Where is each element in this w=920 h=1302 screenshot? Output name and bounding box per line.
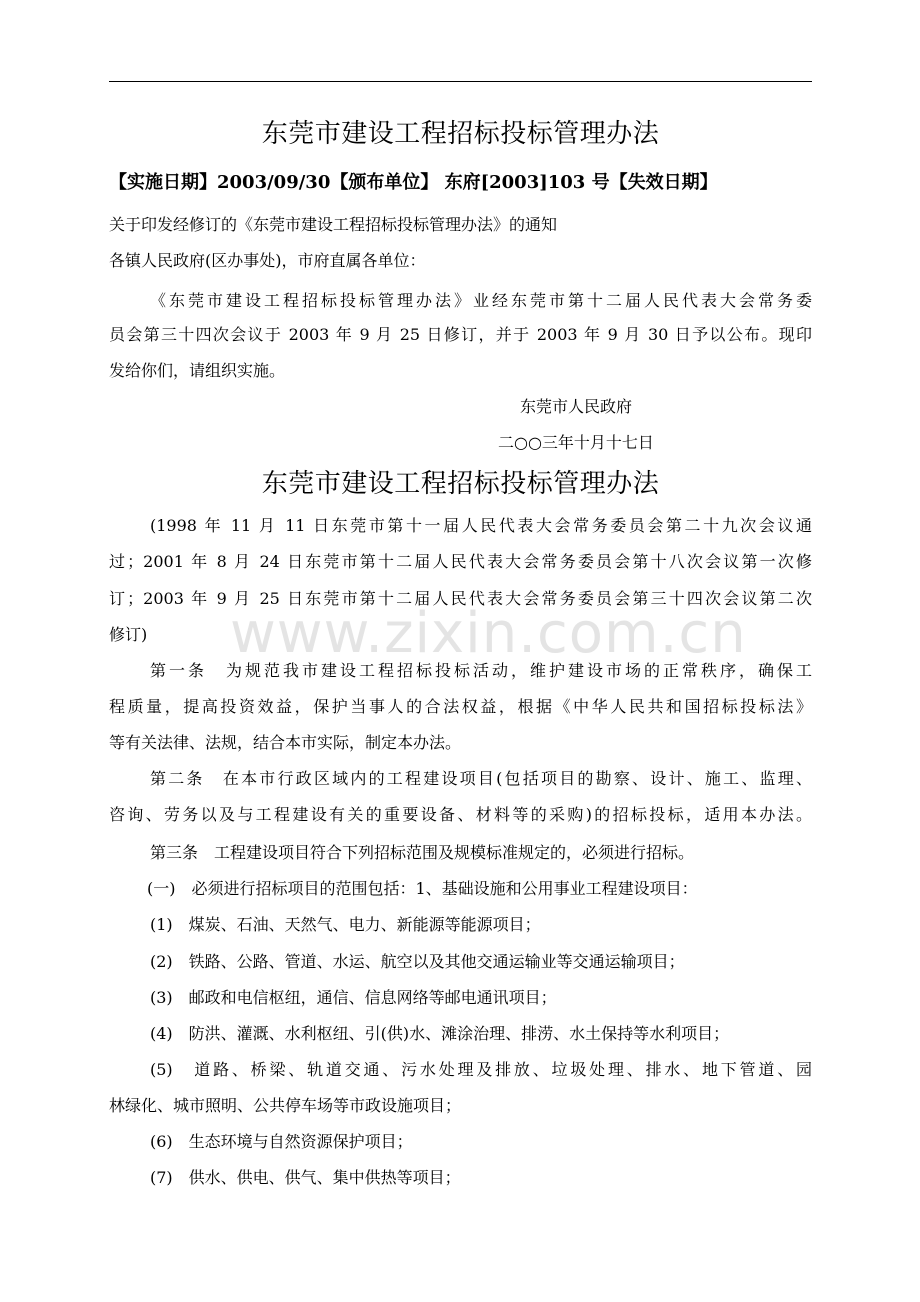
article-2-line: 第二条 在本市行政区域内的工程建设项目(包括项目的勘察、设计、施工、监理、 (150, 769, 812, 788)
document-title: 东莞市建设工程招标投标管理办法 (261, 119, 660, 149)
history-line: 修订) (109, 625, 148, 644)
history-line: (1998 年 11 月 11 日东莞市第十一届人民代表大会常务委员会第二十九次会议通 (150, 516, 812, 535)
notice-recipients: 各镇人民政府(区办事处)，市府直属各单位： (109, 251, 426, 270)
notice-body-line: 《东莞市建设工程招标投标管理办法》业经东莞市第十二届人民代表大会常务委 (150, 291, 812, 310)
article-1-line: 第一条 为规范我市建设工程招标投标活动，维护建设市场的正常秩序，确保工 (150, 661, 812, 680)
list-item: (6) 生态环境与自然资源保护项目； (150, 1132, 413, 1151)
scope-clause: (一) 必须进行招标项目的范围包括：1、基础设施和公用事业工程建设项目： (147, 879, 698, 898)
list-item: (7) 供水、供电、供气、集中供热等项目； (150, 1168, 461, 1187)
history-line: 订；2003 年 9 月 25 日东莞市第十二届人民代表大会常务委员会第三十四次会议第二次 (109, 589, 812, 608)
list-item: (5) 道路、桥梁、轨道交通、污水处理及排放、垃圾处理、排水、地下管道、园 (150, 1060, 812, 1079)
notice-signer: 东莞市人民政府 (520, 397, 633, 416)
list-item: 林绿化、城市照明、公共停车场等市政设施项目； (109, 1096, 462, 1115)
history-line: 过；2001 年 8 月 24 日东莞市第十二届人民代表大会常务委员会第十八次会议第一次修 (109, 552, 812, 571)
article-3: 第三条 工程建设项目符合下列招标范围及规模标准规定的，必须进行招标。 (150, 843, 695, 862)
list-item: (4) 防洪、灌溉、水利枢纽、引(供)水、滩涂治理、排涝、水土保持等水利项目； (150, 1024, 730, 1043)
list-item: (2) 铁路、公路、管道、水运、航空以及其他交通运输业等交通运输项目； (150, 952, 685, 971)
notice-date: 二○○三年十月十七日 (498, 433, 654, 452)
article-1-line: 程质量，提高投资效益，保护当事人的合法权益，根据《中华人民共和国招标投标法》 (109, 697, 812, 716)
list-item: (3) 邮政和电信枢纽，通信、信息网络等邮电通讯项目； (150, 988, 557, 1007)
article-2-line: 咨询、劳务以及与工程建设有关的重要设备、材料等的采购)的招标投标，适用本办法。 (109, 805, 812, 824)
notice-heading: 关于印发经修订的《东莞市建设工程招标投标管理办法》的通知 (109, 215, 558, 234)
metadata-line: 【实施日期】2003/09/30【颁布单位】 东府[2003]103 号【失效日期】 (109, 172, 718, 193)
list-item: (1) 煤炭、石油、天然气、电力、新能源等能源项目； (150, 915, 541, 934)
header-rule (109, 81, 812, 82)
watermark: www.zixin.com.cn (230, 601, 747, 666)
notice-body-line: 员会第三十四次会议于 2003 年 9 月 25 日修订，并于 2003 年 9 月 30 日予以公布。现印 (109, 325, 812, 344)
article-1-line: 等有关法律、法规，结合本市实际，制定本办法。 (109, 733, 462, 752)
measures-title: 东莞市建设工程招标投标管理办法 (261, 469, 660, 499)
notice-body-line: 发给你们，请组织实施。 (109, 361, 286, 380)
